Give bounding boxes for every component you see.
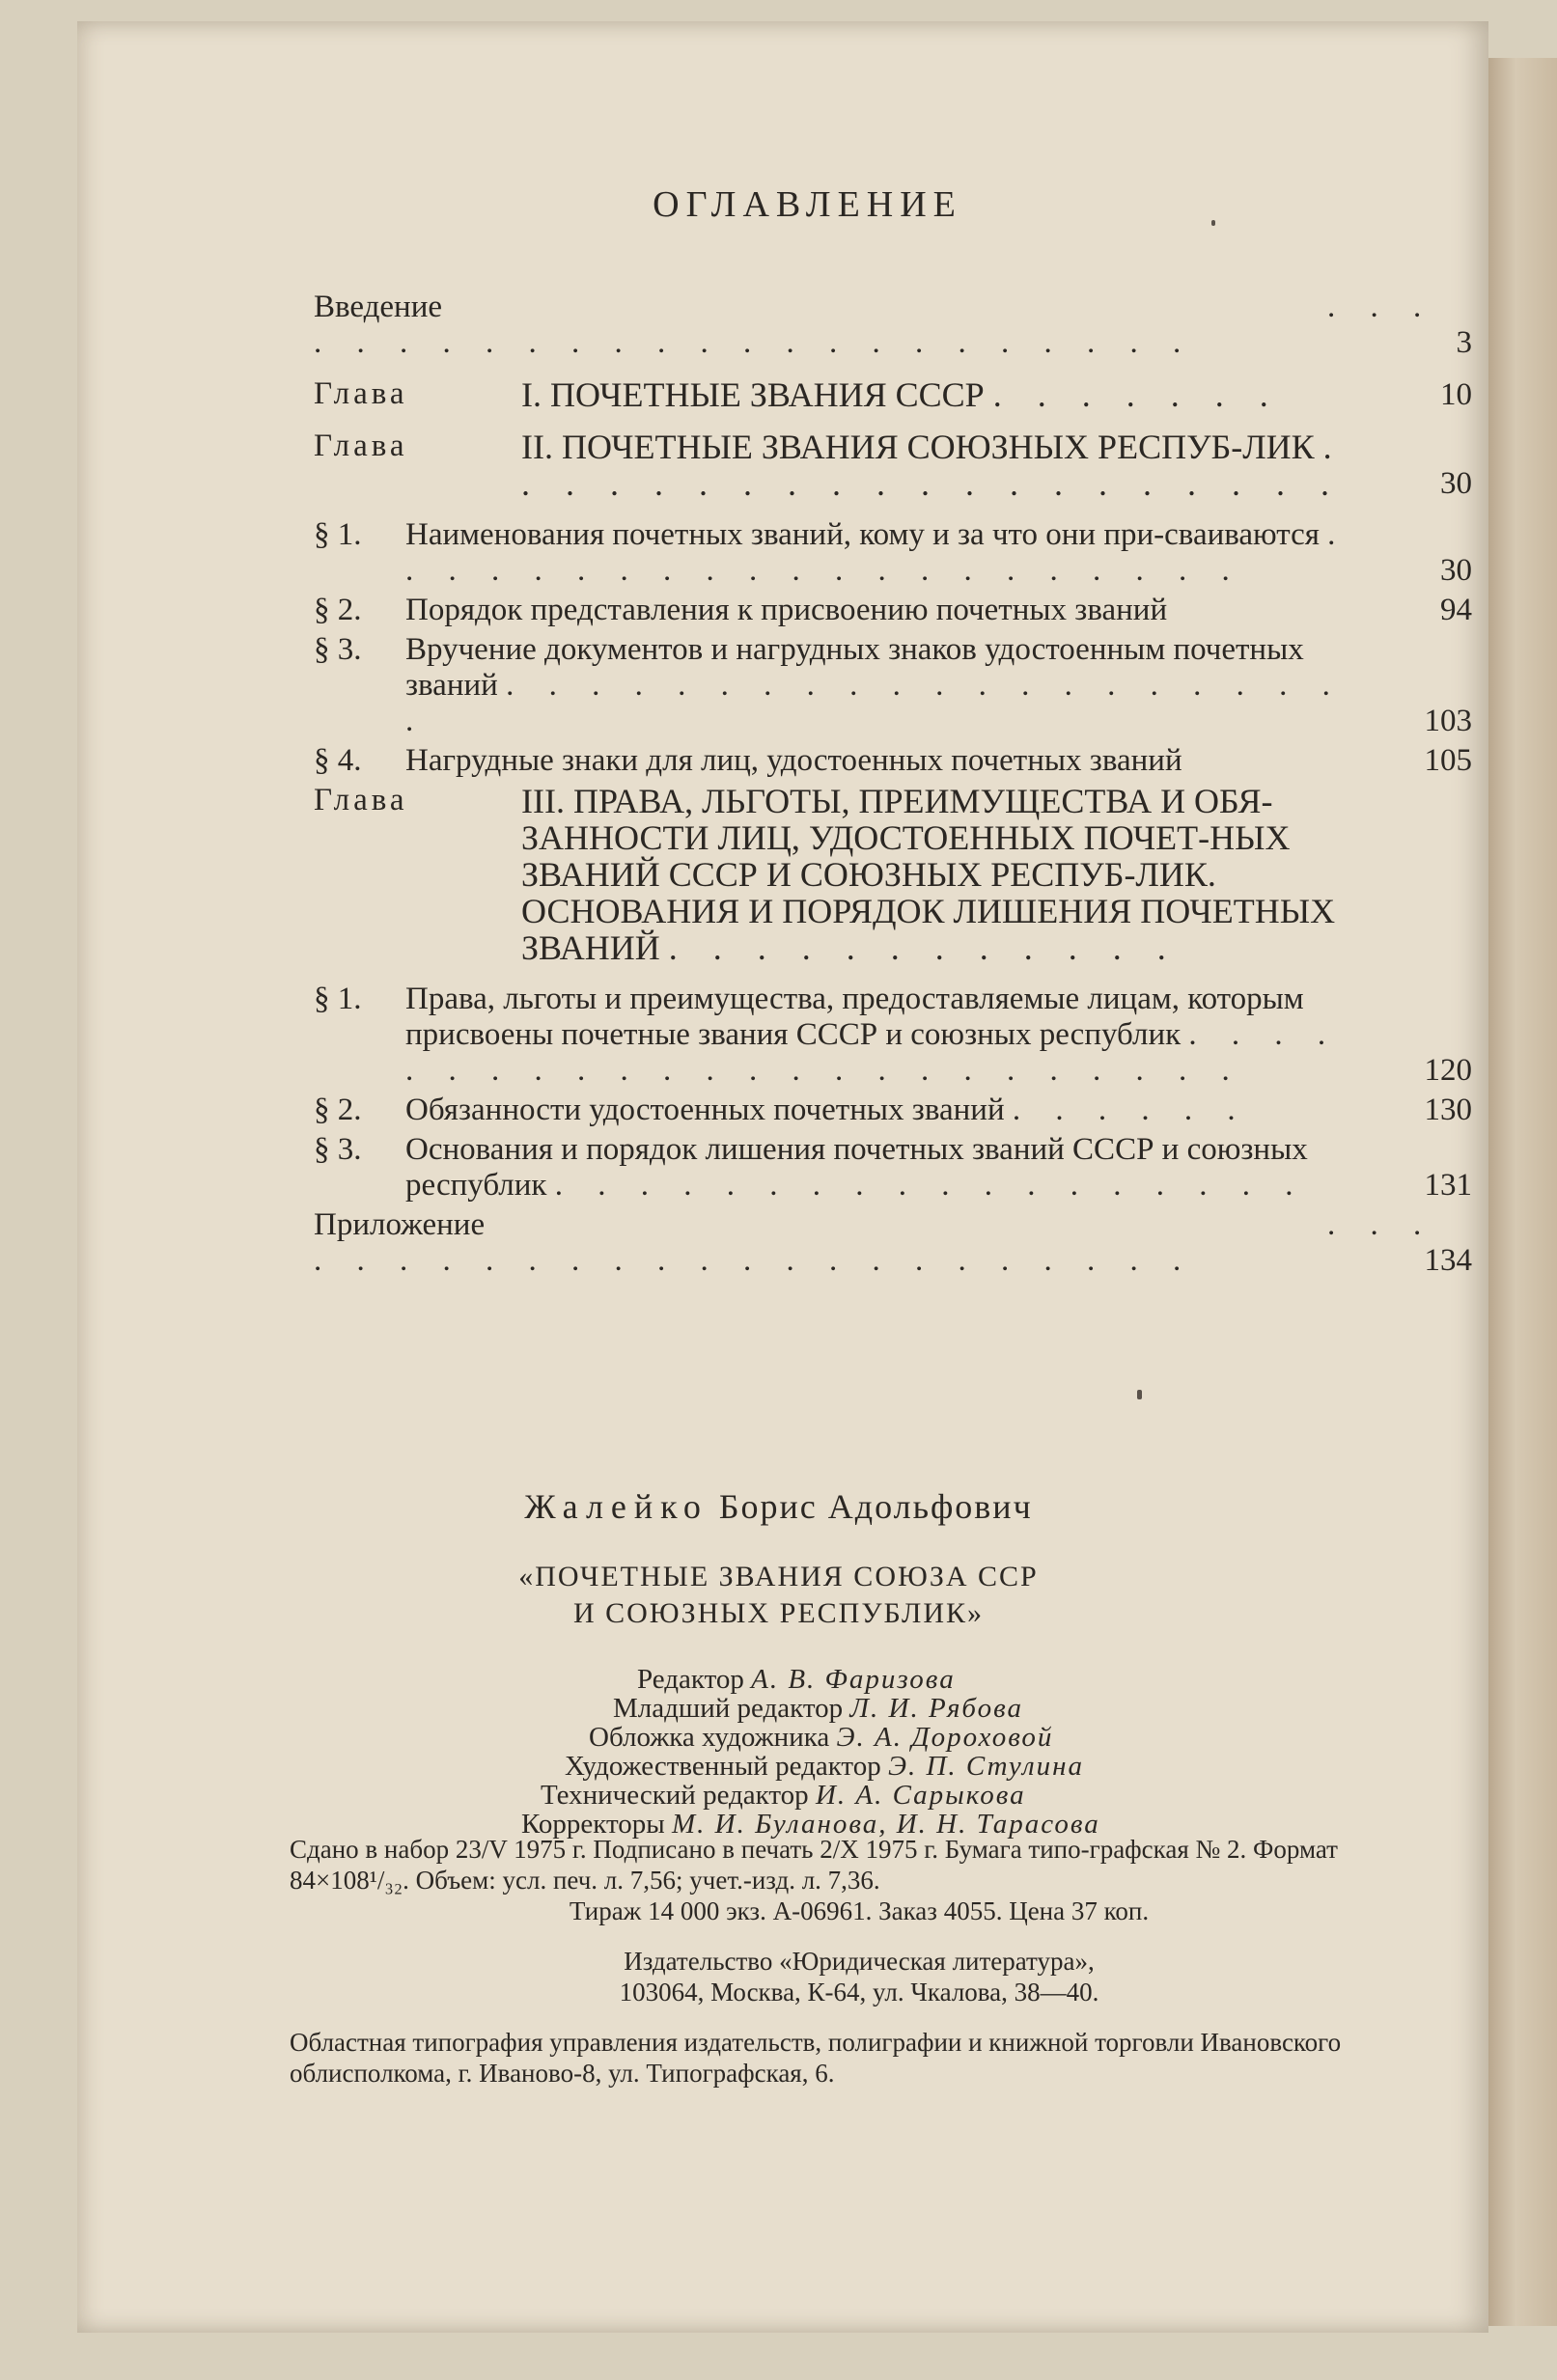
- toc-section-number: § 4.: [314, 743, 362, 778]
- toc-entry-title: Права, льготы и преимущества, предоставляемые лицам, которым присвоены почетные звания СССР и союзных республик: [405, 982, 1304, 1052]
- toc-entry: [314, 593, 1472, 628]
- ink-speck: [1211, 220, 1215, 226]
- toc-entry-title: I. ПОЧЕТНЫЕ ЗВАНИЯ СССР: [521, 375, 985, 414]
- ink-speck: [1137, 1390, 1142, 1399]
- toc-section-number: § 3.: [314, 1132, 362, 1167]
- toc-entry: [314, 982, 1472, 1089]
- staff-role: Художественный редактор: [565, 1751, 881, 1782]
- staff-name: Э. А. Дороховой: [836, 1722, 1054, 1753]
- toc-page-number: 103: [1424, 704, 1472, 738]
- staff-role: Обложка художника: [589, 1722, 830, 1753]
- toc-entry-title: Приложение: [314, 1207, 486, 1242]
- staff-name: Э. П. Стулина: [887, 1751, 1084, 1782]
- toc-section-number: § 2.: [314, 593, 362, 627]
- table-of-contents: [314, 290, 1472, 1294]
- book-title-line-2: И СОЮЗНЫХ РЕСПУБЛИК»: [572, 1597, 985, 1629]
- toc-title: ОГЛАВЛЕНИЕ: [653, 184, 962, 225]
- toc-chapter-label: Глава: [314, 783, 408, 817]
- toc-entry-title: Обязанности удостоенных почетных званий: [405, 1093, 1005, 1127]
- staff-name: Л. И. Рябова: [849, 1693, 1024, 1724]
- toc-leader-dots: . . . . . . . . . . . . . . . . . . . . . . . .: [314, 290, 1435, 360]
- book-title: [0, 1559, 1557, 1632]
- toc-entry: [314, 1132, 1472, 1204]
- staff-credit: [521, 1781, 1390, 1810]
- staff-name: И. А. Сарыкова: [815, 1780, 1026, 1811]
- toc-entry-title: Основания и порядок лишения почетных званий СССР и союзных республик: [405, 1132, 1308, 1203]
- toc-entry: [314, 429, 1472, 502]
- staff-role: Редактор: [637, 1664, 744, 1695]
- print-run: Тираж 14 000 экз. А-06961. Заказ 4055. Цена 37 коп.: [569, 1896, 1150, 1925]
- toc-section-number: § 1.: [314, 517, 362, 552]
- toc-leader-dots: . . . . . . .: [992, 375, 1282, 414]
- toc-entry: [314, 632, 1472, 739]
- toc-entry: [314, 1207, 1472, 1279]
- toc-section-number: § 2.: [314, 1093, 362, 1127]
- toc-entry-title: Вручение документов и нагрудных знаков удостоенным почетных званий: [405, 632, 1304, 703]
- staff-name: М. И. Буланова, И. Н. Тарасова: [672, 1809, 1100, 1840]
- publisher-address: 103064, Москва, К-64, ул. Чкалова, 38—40.: [619, 1978, 1099, 2006]
- toc-entry-title: Введение: [314, 290, 443, 324]
- toc-entry: [314, 376, 1472, 413]
- toc-entry: [314, 517, 1472, 589]
- toc-page-number: 30: [1440, 553, 1472, 588]
- publisher-name: Издательство «Юридическая литература»,: [624, 1947, 1095, 1976]
- toc-section-number: § 1.: [314, 982, 362, 1016]
- author-name: [0, 1486, 1557, 1527]
- staff-credit: [521, 1665, 1390, 1694]
- toc-page-number: 3: [1456, 325, 1472, 360]
- toc-entry: [314, 743, 1472, 779]
- staff-credit: [521, 1723, 1390, 1752]
- author-given-names: Борис Адольфович: [718, 1487, 1033, 1526]
- toc-entry-title: II. ПОЧЕТНЫЕ ЗВАНИЯ СОЮЗНЫХ РЕСПУБ-ЛИК: [521, 428, 1315, 466]
- staff-role: Корректоры: [521, 1809, 665, 1840]
- toc-leader-dots: . . . . . . . . . . . . . . . . . . . . . . . .: [314, 1207, 1435, 1278]
- toc-page-number: 131: [1424, 1168, 1472, 1203]
- toc-leader-dots: . . . . . . . . . . . .: [668, 928, 1180, 967]
- printer-info: Областная типография управления издательств, полиграфии и книжной торговли Ивановского облисполкома, г. Иваново-8, ул. Типографская, 6.: [290, 2028, 1342, 2088]
- imprint: [290, 1834, 1429, 2089]
- print-info: Сдано в набор 23/V 1975 г. Подписано в печать 2/X 1975 г. Бумага типо-графская № 2. Формат 84×108¹/₃₂. Объем: усл. печ. л. 7,56; учет.-изд. л. 7,36.: [290, 1835, 1338, 1895]
- toc-entry-title: Порядок представления к присвоению почетных званий: [405, 593, 1168, 627]
- toc-entry-title: III. ПРАВА, ЛЬГОТЫ, ПРЕИМУЩЕСТВА И ОБЯ-ЗАННОСТИ ЛИЦ, УДОСТОЕННЫХ ПОЧЕТ-НЫХ ЗВАНИЙ СССР И СОЮЗНЫХ РЕСПУБ-ЛИК. ОСНОВАНИЯ И ПОРЯДОК ЛИШЕНИЯ ПОЧЕТНЫХ ЗВАНИЙ: [521, 782, 1336, 967]
- editorial-staff: [521, 1665, 1390, 1839]
- toc-section-number: § 3.: [314, 632, 362, 667]
- adjacent-page-edge: [1488, 58, 1557, 2326]
- toc-leader-dots: . . . . . .: [1012, 1093, 1249, 1127]
- toc-entry: [314, 1093, 1472, 1128]
- toc-page-number: 30: [1440, 466, 1472, 501]
- toc-entry-title: Наименования почетных званий, кому и за что они при-сваиваются: [405, 517, 1320, 552]
- staff-role: Младший редактор: [613, 1693, 844, 1724]
- staff-credit: [521, 1752, 1390, 1781]
- toc-leader-dots: . . . . . . . . . . . . . . . . . . . . .: [405, 668, 1344, 738]
- staff-name: А. В. Фаризова: [751, 1664, 956, 1695]
- toc-leader-dots: . . . . . . . . . . . . . . . . . .: [554, 1168, 1307, 1203]
- toc-entry: [314, 783, 1472, 966]
- staff-credit: [521, 1694, 1390, 1723]
- toc-page-number: 10: [1440, 377, 1472, 412]
- toc-entry-title: Нагрудные знаки для лиц, удостоенных почетных званий: [405, 743, 1182, 778]
- toc-page-number: 120: [1424, 1053, 1472, 1088]
- toc-chapter-label: Глава: [314, 429, 408, 463]
- toc-page-number: 130: [1424, 1093, 1472, 1127]
- book-title-line-1: «ПОЧЕТНЫЕ ЗВАНИЯ СОЮЗА ССР: [518, 1561, 1039, 1592]
- toc-page-number: 94: [1440, 593, 1472, 627]
- staff-role: Технический редактор: [541, 1780, 809, 1811]
- toc-leader-dots: . . . . . . . . . . . . . . . . . . . . . . . .: [405, 1017, 1340, 1088]
- toc-page-number: 134: [1424, 1243, 1472, 1278]
- toc-leader-dots: . . . . . . . . . . . . . . . . . . . .: [521, 428, 1346, 503]
- author-surname: Жалейко: [524, 1487, 709, 1526]
- toc-page-number: 105: [1424, 743, 1472, 778]
- toc-chapter-label: Глава: [314, 376, 408, 411]
- toc-leader-dots: . . . . . . . . . . . . . . . . . . . . .: [405, 517, 1349, 588]
- toc-entry: [314, 290, 1472, 361]
